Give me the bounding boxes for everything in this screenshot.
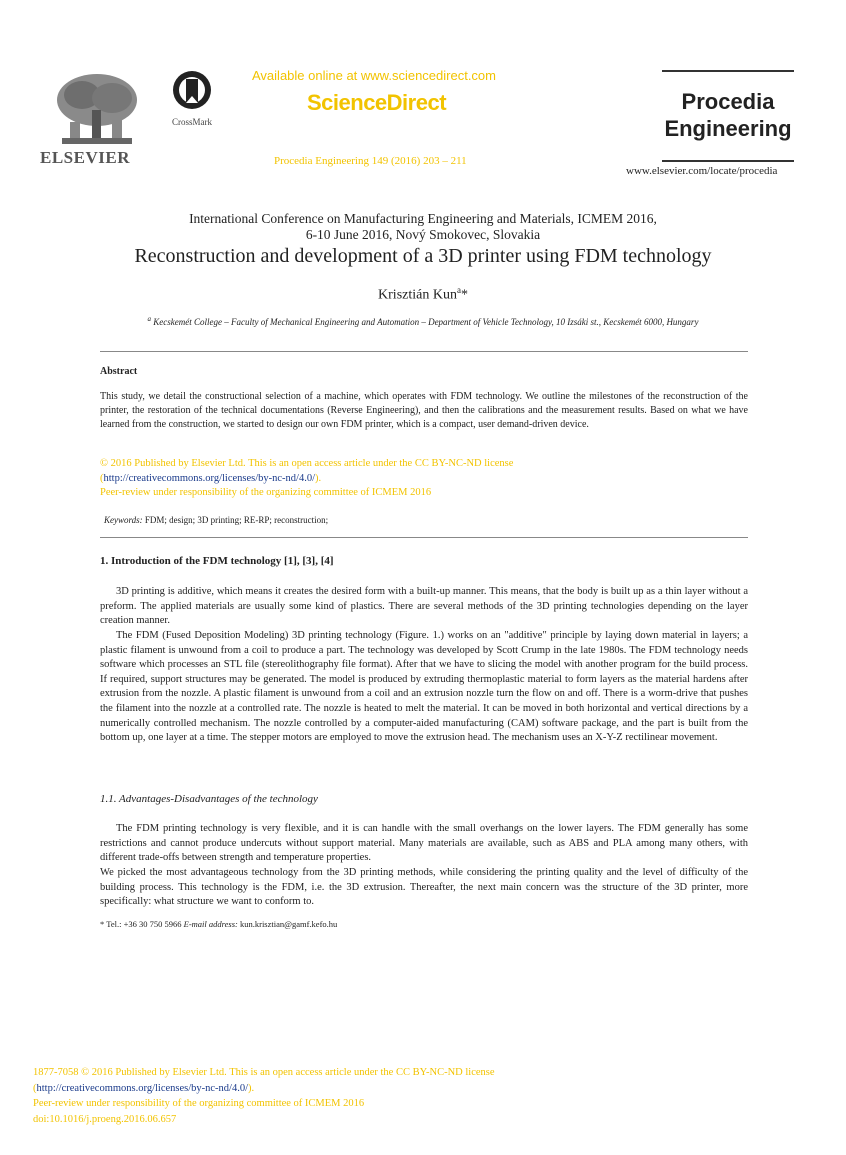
footer-peer-review: Peer-review under responsibility of the organizing committee of ICMEM 2016 (33, 1098, 365, 1109)
journal-citation: Procedia Engineering 149 (2016) 203 – 211 (274, 155, 467, 167)
license-peer-review: Peer-review under responsibility of the organizing committee of ICMEM 2016 (100, 487, 432, 498)
keywords-label: Keywords: (104, 515, 143, 525)
footnote-email[interactable]: kun.krisztian@gamf.kefo.hu (237, 919, 338, 929)
journal-name-line1: Procedia (681, 89, 775, 114)
footnote-tel: * Tel.: +36 30 750 5966 (100, 919, 182, 929)
corresponding-mark: * (460, 287, 468, 303)
paragraph: The FDM (Fused Deposition Modeling) 3D printing technology (Figure. 1.) works on an "additive" principle by laying down material in layers; a plastic filament is unwound from a coil to produce a part. The technology was developed by Scott Crump in the late 1980s. The FDM technology needs software which processes an STL file (stereolithography file format). After that we have to slicing the model with another program for the build process. If required, support structures may be generated. The model is produced by extruding thermoplastic material to form layers as the material hardens after extrusion from the nozzle. A plastic filament is unwound from a coil and an extrusion nozzle turn the flow on and off. There is a worm-drive that pushes the filament into the nozzle at a controlled rate. The nozzle is heated to melt the material. It can be moved in both horizontal and vertical directions by a numerically controlled mechanism. The nozzle controlled by a computer-aided manufacturing (CAM) software package, and the part is built from the bottom up, one layer at a time. The stepper motors are employed to move the extrusion head. The mechanism uses an X-Y-Z rectilinear movement. (100, 630, 748, 744)
paragraph: 3D printing is additive, which means it creates the desired form with a built-up manner. This means, that the body is built up as a thin layer without a preform. The applied materials are usually some kind of plastics. There are several methods of the 3D printing technologies depending on the layer creation manner. (100, 586, 748, 627)
affiliation-text: Kecskemét College – Faculty of Mechanical Engineering and Automation – Department of Vehicle Technology, 10 Izsáki st., Kecskemét 6000, Hungary (151, 317, 699, 327)
subsection-heading: 1.1. Advantages-Disadvantages of the technology (100, 793, 318, 805)
keywords-list: FDM; design; 3D printing; RE-RP; reconstruction; (142, 515, 329, 525)
footnote-email-label: E-mail address: (181, 919, 238, 929)
license-link[interactable]: http://creativecommons.org/licenses/by-nc-nd/4.0/ (103, 472, 316, 484)
footnote (100, 919, 337, 929)
conference-line2: 6-10 June 2016, Nový Smokovec, Slovakia (305, 227, 541, 242)
publisher-wordmark: ELSEVIER (40, 148, 130, 167)
affiliation-sup: a (147, 315, 152, 323)
abstract-text: This study, we detail the constructional selection of a machine, which operates with FDM technology. We outline the milestones of the reconstruction of the printer, the restoration of the technical documentations (Reverse Engineering), and then the calibrations and the measurement results. Based on what we have learned from the construction, we started to design our own FDM printer, which is a compact, user demand-driven device. (100, 391, 748, 430)
abstract-heading: Abstract (100, 366, 138, 377)
crossmark-label: CrossMark (172, 117, 212, 127)
footer-license-link[interactable]: http://creativecommons.org/licenses/by-nc-nd/4.0/ (36, 1082, 249, 1094)
divider (100, 351, 748, 352)
author-name: Krisztián Kun (378, 287, 457, 303)
crossmark-badge[interactable] (168, 70, 216, 130)
author-line (0, 285, 846, 304)
elsevier-tree-logo (52, 70, 142, 150)
paper-title: Reconstruction and development of a 3D printer using FDM technology (134, 245, 712, 267)
crossmark-icon (172, 70, 212, 110)
footer-open-paren: ( (33, 1082, 37, 1094)
copyright-line: 1877-7058 © 2016 Published by Elsevier Ltd. This is an open access article under the CC BY-NC-ND license (33, 1067, 495, 1078)
paragraph: We picked the most advantageous technology from the 3D printing methods, while considering the printing quality and the level of difficulty of the building process. This technology is the FDM, i.e. the 3D extrusion. Thereafter, the next main concern was the structure of the 3D printer, more specifically: what structure we want to conform to. (100, 867, 748, 908)
paragraph: The FDM printing technology is very flexible, and it is can handle with the small overhangs on the lower layers. The FDM generally has some restrictions and cannot produce undercuts without support material. Many materials are available, such as ABS and PLA among many others, with different trade-offs between strength and temperature properties. (100, 823, 748, 864)
journal-title-box (662, 70, 794, 162)
keywords (104, 515, 328, 525)
journal-name (662, 88, 794, 142)
divider (100, 537, 748, 538)
license-block (100, 457, 748, 501)
footer-close-paren: ). (248, 1082, 255, 1094)
section-heading: 1. Introduction of the FDM technology [1], [3], [4] (100, 555, 334, 567)
journal-url[interactable]: www.elsevier.com/locate/procedia (626, 165, 778, 177)
license-open-paren: ( (100, 472, 104, 484)
availability-note[interactable]: Available online at www.sciencedirect.com (252, 68, 496, 83)
license-line1: © 2016 Published by Elsevier Ltd. This is an open access article under the CC BY-NC-ND license (100, 458, 514, 469)
doi[interactable]: doi:10.1016/j.proeng.2016.06.657 (33, 1113, 177, 1125)
conference-line1: International Conference on Manufacturing Engineering and Materials, ICMEM 2016, (189, 211, 657, 226)
conference-info (0, 211, 846, 243)
author-affil-sup: a (456, 285, 461, 295)
affiliation (0, 315, 846, 327)
sciencedirect-brand[interactable]: ScienceDirect (307, 90, 447, 115)
license-close-paren: ). (315, 472, 322, 484)
copyright-footer (33, 1065, 733, 1127)
journal-name-line2: Engineering (664, 116, 792, 141)
